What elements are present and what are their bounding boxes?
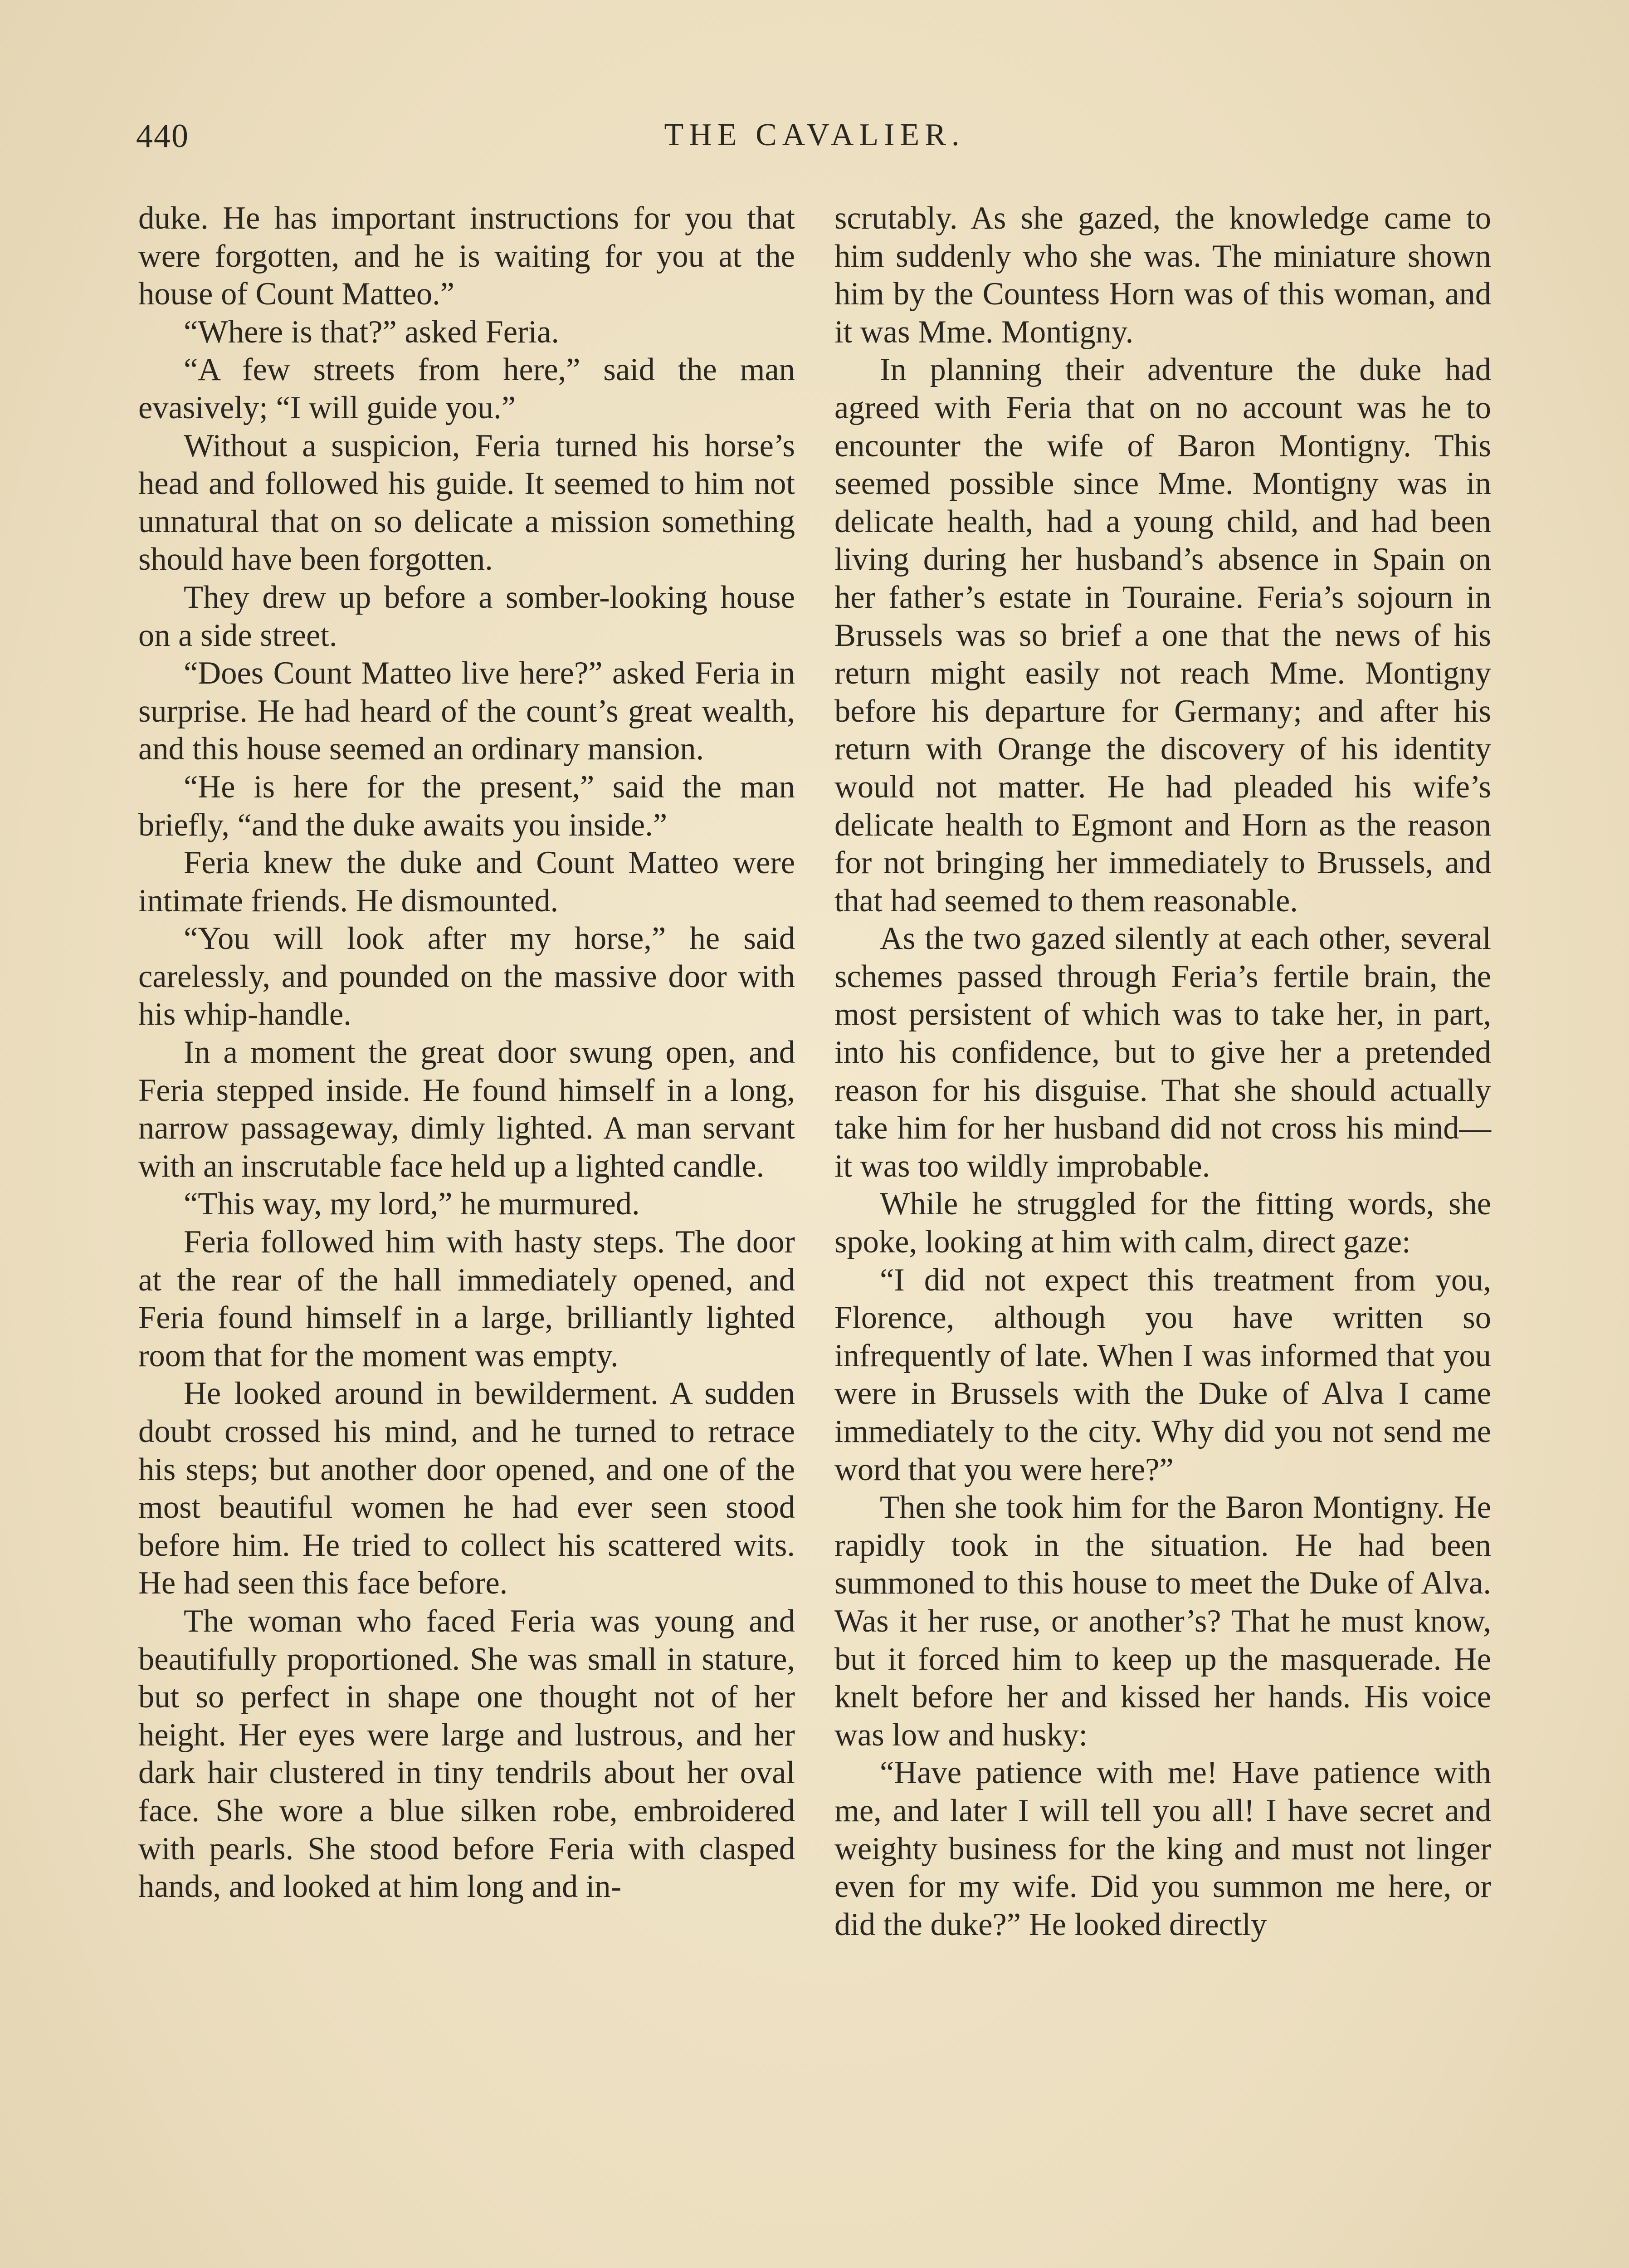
paragraph: As the two gazed silently at each other, several schemes passed through Feria’s fertile brain, the most persistent of which was to take her, in part, into his confidence, but to give her a pretended reason for his disguise. That she should actually take him for her husband did not cross his mind—it was too wildly improbable. [834,921,1491,1184]
paragraph: Then she took him for the Baron Montigny. He rapidly took in the situation. He had been summoned to this house to meet the Duke of Alva. Was it her ruse, or another’s? That he must know, but it forced him to keep up the masquerade. He knelt before her and kissed her hands. His voice was low and husky: [834,1490,1491,1753]
paragraph: scrutably. As she gazed, the knowledge came to him suddenly who she was. The miniature shown him by the Countess Horn was of this woman, and it was Mme. Montigny. [834,200,1491,350]
paragraph: “Does Count Matteo live here?” asked Feria in surprise. He had heard of the count’s great wealth, and this house seemed an ordinary mansion. [138,655,795,767]
paragraph: “Where is that?” asked Feria. [184,314,559,350]
paragraph: While he struggled for the fitting words, she spoke, looking at him with calm, direct gaze: [834,1186,1491,1260]
paragraph: duke. He has important instructions for you that were forgotten, and he is waiting for you at the house of Count Matteo.” [138,200,795,312]
paragraph: “A few streets from here,” said the man evasively; “I will guide you.” [138,352,795,425]
running-title: THE CAVALIER. [664,117,965,152]
paragraph: Without a suspicion, Feria turned his horse’s head and followed his guide. It seemed to him not unnatural that on so delicate a mission something should have been forgotten. [138,428,795,577]
paragraph: Feria followed him with hasty steps. The door at the rear of the hall immediately opened, and Feria found himself in a large, brilliantly lighted room that for the moment was empty. [138,1224,795,1374]
page-header [136,117,1493,167]
paragraph: “This way, my lord,” he murmured. [184,1186,640,1222]
paragraph: In planning their adventure the duke had agreed with Feria that on no account was he to encounter the wife of Baron Montigny. This seemed possible since Mme. Montigny was in delicate health, had a young child, and had been living during her husband’s absence in Spain on her father’s estate in Touraine. Feria’s sojourn in Brussels was so brief a one that the news of his return might easily not reach Mme. Montigny before his departure for Germany; and after his return with Orange the discovery of his identity would not matter. He had pleaded his wife’s delicate health to Egmont and Horn as the reason for not bringing her immediately to Brussels, and that had seemed to them reasonable. [834,352,1491,919]
paragraph: “He is here for the present,” said the man briefly, “and the duke awaits you inside.” [138,769,795,843]
paragraph: “You will look after my horse,” he said carelessly, and pounded on the massive door with his whip-handle. [138,921,795,1032]
paragraph: In a moment the great door swung open, and Feria stepped inside. He found himself in a long, narrow passageway, dimly lighted. A man servant with an inscrutable face held up a lighted candle. [138,1035,795,1184]
left-column [138,200,795,1906]
paragraph: The woman who faced Feria was young and beautifully proportioned. She was small in stature, but so perfect in shape one thought not of her height. Her eyes were large and lustrous, and her dark hair clustered in tiny tendrils about her oval face. She wore a blue silken robe, embroidered with pearls. She stood before Feria with clasped hands, and looked at him long and in- [138,1603,795,1905]
paragraph: He looked around in bewilderment. A sudden doubt crossed his mind, and he turned to retrace his steps; but another door opened, and one of the most beautiful women he had ever seen stood before him. He tried to collect his scattered wits. He had seen this face before. [138,1376,795,1601]
paragraph: They drew up before a somber-looking house on a side street. [138,579,795,653]
paragraph: “I did not expect this treatment from you, Florence, although you have written so infrequently of late. When I was informed that you were in Brussels with the Duke of Alva I came immediately to the city. Why did you not send me word that you were here?” [834,1262,1491,1487]
right-column [834,200,1491,1944]
paragraph: Feria knew the duke and Count Matteo were intimate friends. He dismounted. [138,845,795,919]
page-number: 440 [136,117,189,155]
paragraph: “Have patience with me! Have patience with me, and later I will tell you all! I have secret and weighty business for the king and must not linger even for my wife. Did you summon me here, or did the duke?” He looked directly [834,1755,1491,1942]
